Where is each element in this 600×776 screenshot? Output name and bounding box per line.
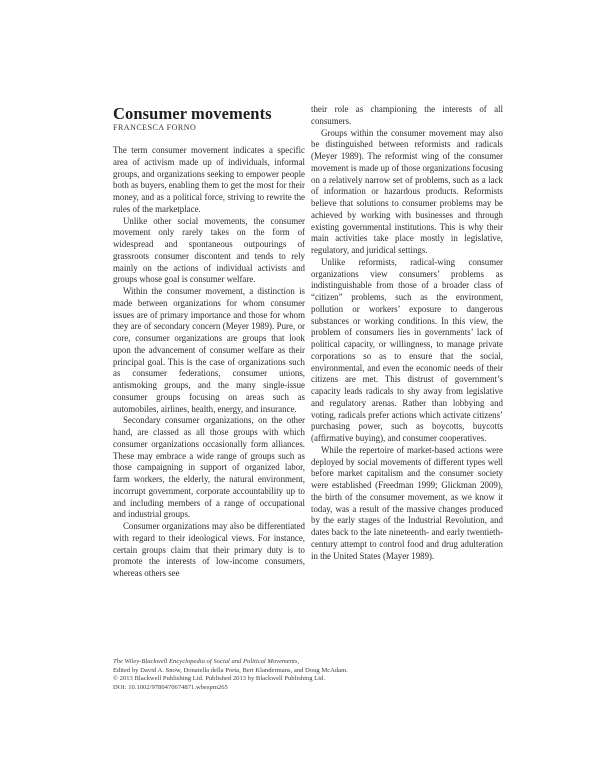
footer-editors: Edited by David A. Snow, Donatella della Porta, Bert Klandermans, and Doug McAdam.	[113, 666, 348, 674]
right-column	[311, 104, 503, 562]
paragraph: Unlike other social movements, the consumer movement only rarely takes on the form of widespread and spontaneous outpourings of grassroots consumer discontent and tends to rely mainly on the actions of individual activists and groups whose goal is consumer welfare.	[113, 215, 305, 285]
footer-copyright: © 2013 Blackwell Publishing Ltd. Published 2013 by Blackwell Publishing Ltd.	[113, 675, 325, 682]
paragraph: Secondary consumer organizations, on the other hand, are classed as all those groups with which consumer organizations occasionally form alliances. These may embrace a wide range of groups such as those campaigning in support of organized labor, farm workers, the elderly, the natural environment, incorrupt government, corporate accountability up to and including members of a range of occupational and industrial groups.	[113, 415, 305, 520]
paragraph: Consumer organizations may also be differentiated with regard to their ideological views. For instance, certain groups claim that their primary duty is to promote the interests of low-income consumers, whereas others see	[113, 521, 305, 578]
paragraph: Groups within the consumer movement may also be distinguished between reformists and radicals (Meyer 1989). The reformist wing of the consumer movement is made up of those organizations focusing on a relatively narrow set of problems, such as a lack of information or hazardous products. Reformists believe that solutions to consumer problems may be achieved by working with businesses and through existing governmental institutions. This is why their main activities take place mostly in legislative, regulatory, and juridical settings.	[311, 127, 503, 255]
paragraph: Within the consumer movement, a distinction is made between organizations for whom consumer issues are of primary importance and those for whom they are of secondary concern (Meyer 1989). Pure, or core, consumer organizations are groups that look upon the advancement of consumer welfare as their principal goal. This is the case of organizations such as consumer federations, consumer unions, antismoking groups, and the many single-issue consumer groups focusing on areas such as automobiles, airlines, health, energy, and insurance.	[113, 286, 305, 414]
paragraph: Unlike reformists, radical-wing consumer organizations view consumers’ problems as indistinguishable from those of a broader class of “citizen” problems, such as the environment, pollution or workers’ exposure to dangerous substances or working conditions. In this view, the problem of consumers lies in governments’ lack of political capacity, or willingness, to manage private corporations so as to ensure that the social, environmental, and even the economic needs of their citizens are met. This distrust of government’s capacity leads radicals to shy away from legislative and regulatory arenas. Rather than lobbying and voting, radicals prefer actions which activate citizens’ purchasing power, such as boycotts, buycotts (affirmative buying), and consumer cooperatives.	[311, 256, 503, 443]
citation-footer	[113, 658, 513, 692]
footer-publication: The Wiley-Blackwell Encyclopedia of Social and Political Movements,	[113, 658, 300, 665]
article-author: FRANCESCA FORNO	[113, 123, 197, 132]
footer-doi: DOI: 10.1002/9780470674871.wbespm265	[113, 683, 228, 691]
left-column	[113, 145, 305, 580]
article-title: Consumer movements	[113, 104, 272, 123]
paragraph: While the repertoire of market-based actions were deployed by social movements of different types well before market capitalism and the consumer society were established (Freedman 1999; Glickman 2009), the birth of the consumer movement, as we know it today, was a result of the massive changes produced by the early stages of the Industrial Revolution, and dates back to the late nineteenth- and early twentieth-century attempt to control food and drug adulteration in the United States (Mayer 1989).	[311, 444, 503, 561]
paragraph: The term consumer movement indicates a specific area of activism made up of individuals, informal groups, and organizations seeking to empower people both as buyers, enabling them to get the most for their money, and as a political force, striving to rewrite the rules of the marketplace.	[113, 145, 306, 214]
paragraph: their role as championing the interests of all consumers.	[311, 104, 503, 126]
